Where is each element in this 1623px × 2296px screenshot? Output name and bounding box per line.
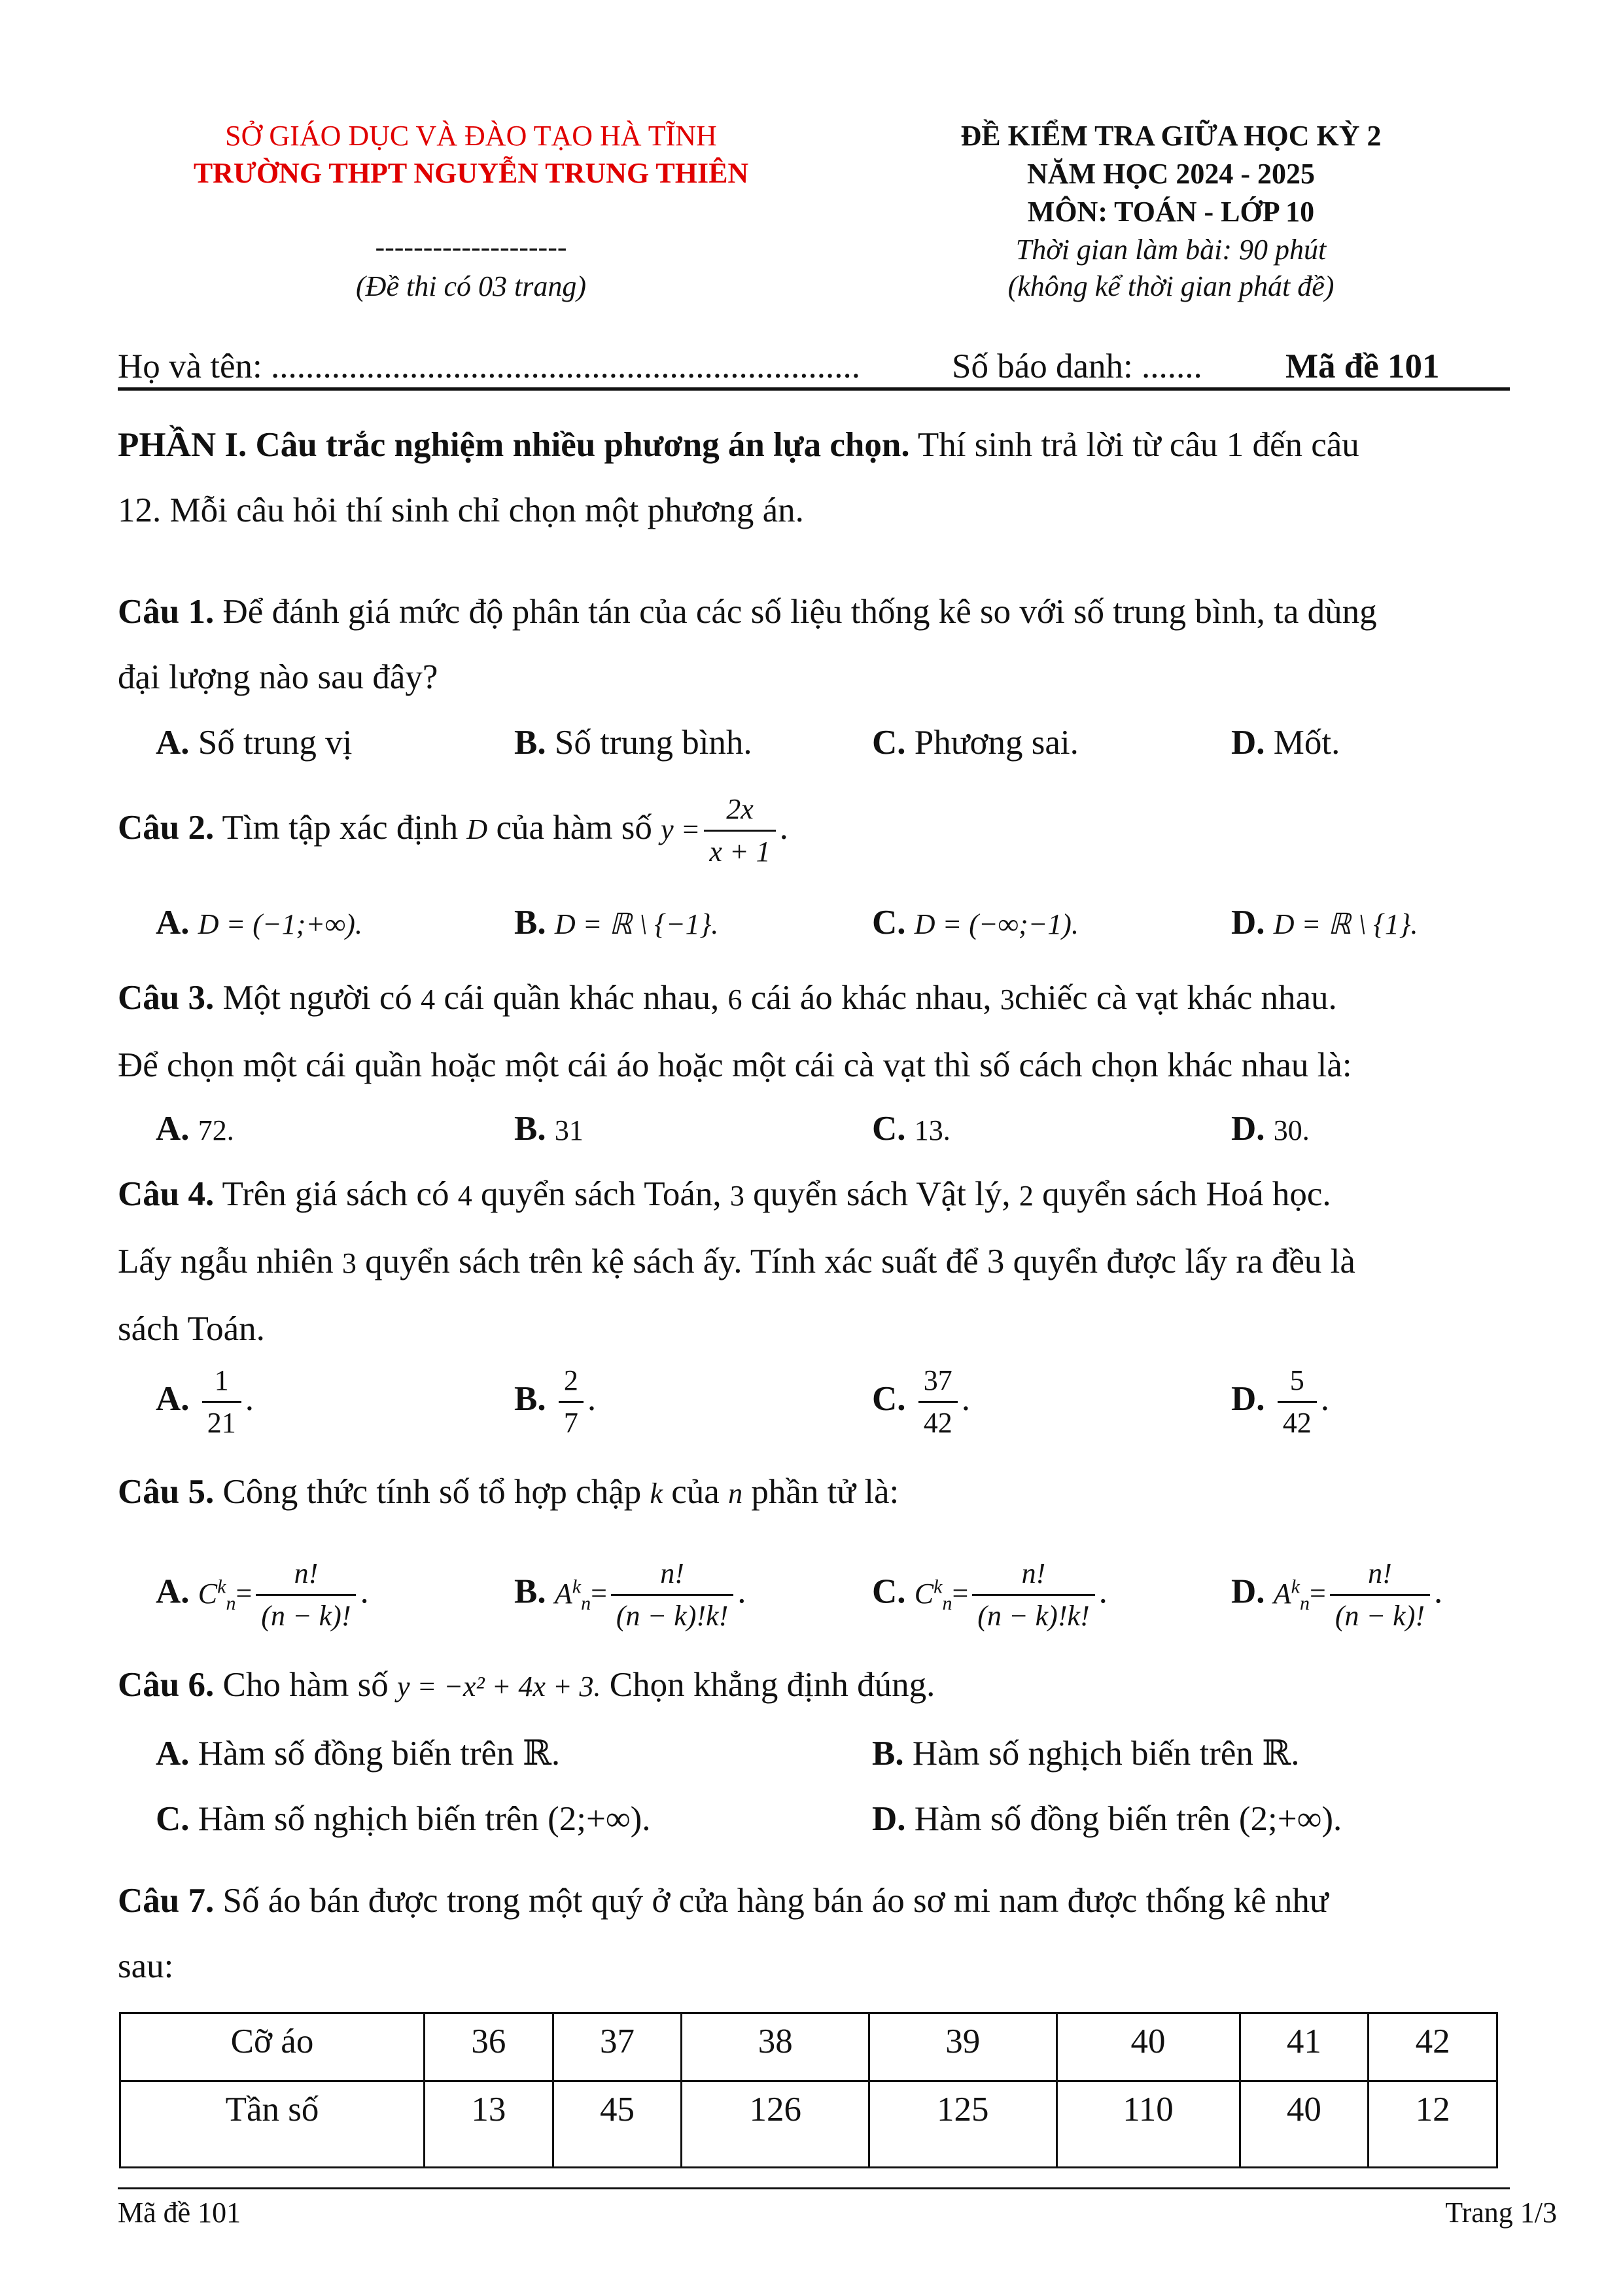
question-text: sau: xyxy=(118,1947,174,1985)
school-name: TRƯỜNG THPT NGUYỄN TRUNG THIÊN xyxy=(193,157,749,189)
q5-option-b[interactable] xyxy=(514,1538,746,1636)
table-cell: 36 xyxy=(425,2013,553,2081)
fraction-denominator: (n − k)! xyxy=(1335,1600,1425,1632)
option-key: B. xyxy=(514,904,546,942)
equals-sign: = xyxy=(591,1577,607,1610)
table-cell: 12 xyxy=(1369,2081,1497,2168)
option-text: Hàm số nghịch biến trên (2;+∞). xyxy=(198,1800,651,1838)
table-cell: 41 xyxy=(1240,2013,1369,2081)
fraction-numerator: 5 xyxy=(1278,1360,1317,1403)
fraction-numerator: n! xyxy=(611,1553,733,1596)
header-dashes: -------------------- xyxy=(375,231,567,263)
symbol-sup: k xyxy=(572,1576,582,1597)
table-cell: 13 xyxy=(425,2081,553,2168)
option-key: D. xyxy=(872,1800,906,1838)
question-3 xyxy=(118,965,1511,1098)
equals-sign: = xyxy=(1310,1577,1326,1610)
name-field-label: Họ và tên: .................................................................... xyxy=(118,347,861,385)
option-text: D = (−1;+∞). xyxy=(198,908,362,940)
q2-option-b[interactable] xyxy=(514,896,718,949)
option-key: D. xyxy=(1231,1110,1265,1148)
q3-option-d[interactable] xyxy=(1231,1103,1310,1155)
option-key: D. xyxy=(1231,1572,1265,1611)
question-label: Câu 7. xyxy=(118,1882,215,1920)
question-6 xyxy=(118,1652,1511,1720)
question-text: Số áo bán được trong một quý ở cửa hàng bán áo sơ mi nam được thống kê như xyxy=(214,1882,1329,1920)
q3-option-a[interactable] xyxy=(156,1103,234,1155)
option-text: 30. xyxy=(1273,1114,1310,1146)
option-key: D. xyxy=(1231,904,1265,942)
exam-code: Mã đề 101 xyxy=(1285,347,1440,385)
q2-option-d[interactable] xyxy=(1231,896,1418,949)
option-key: B. xyxy=(514,1572,546,1611)
subject: MÔN: TOÁN - LỚP 10 xyxy=(1027,196,1315,228)
table-cell: 42 xyxy=(1369,2013,1497,2081)
formula-symbol xyxy=(1273,1576,1310,1614)
q1-option-c[interactable] xyxy=(872,716,1079,769)
table-row xyxy=(120,2081,1497,2168)
num-chem-books: 2 xyxy=(1019,1180,1034,1212)
fraction-denominator: 42 xyxy=(1282,1407,1312,1439)
id-field-label: Số báo danh: ....... xyxy=(952,347,1202,385)
function-lhs: y = xyxy=(661,813,701,845)
table-cell: 39 xyxy=(869,2013,1056,2081)
table-cell: 45 xyxy=(553,2081,682,2168)
question-4 xyxy=(118,1161,1511,1362)
q4-option-b[interactable] xyxy=(514,1353,596,1445)
period: . xyxy=(1434,1572,1443,1611)
option-key: C. xyxy=(872,1380,906,1418)
option-key: A. xyxy=(156,724,190,762)
exam-title: ĐỀ KIỂM TRA GIỮA HỌC KỲ 2 xyxy=(960,120,1382,152)
option-text: 13. xyxy=(914,1114,951,1146)
option-key: C. xyxy=(872,904,906,942)
q4-option-c[interactable] xyxy=(872,1353,970,1445)
option-key: A. xyxy=(156,1735,190,1773)
question-text: quyển sách Hoá học. xyxy=(1042,1175,1331,1213)
option-key: A. xyxy=(156,904,190,942)
question-5 xyxy=(118,1459,1511,1527)
num-math-books: 4 xyxy=(457,1180,472,1212)
var-k: k xyxy=(650,1477,663,1510)
fraction-numerator: 1 xyxy=(202,1360,241,1403)
formula-symbol xyxy=(198,1576,236,1614)
fraction-denominator: 21 xyxy=(207,1407,236,1439)
table-cell: 37 xyxy=(553,2013,682,2081)
symbol-letter: A xyxy=(554,1577,572,1610)
option-key: B. xyxy=(872,1735,904,1773)
fraction-denominator: x + 1 xyxy=(709,836,771,868)
department-name: SỞ GIÁO DỤC VÀ ĐÀO TẠO HÀ TĨNH xyxy=(225,120,717,152)
question-text: quyển sách Vật lý, xyxy=(753,1175,1011,1213)
question-text: của hàm số xyxy=(496,809,652,847)
part1-instruction xyxy=(118,412,1511,543)
symbol-sub: n xyxy=(942,1592,952,1614)
period: . xyxy=(737,1572,746,1611)
question-1 xyxy=(118,579,1511,710)
equals-sign: = xyxy=(952,1577,969,1610)
fraction-numerator: n! xyxy=(256,1553,356,1596)
table-cell: 110 xyxy=(1056,2081,1240,2168)
symbol-sub: n xyxy=(226,1592,236,1614)
option-text: D = (−∞;−1). xyxy=(914,908,1079,940)
table-cell: 40 xyxy=(1240,2081,1369,2168)
option-key: B. xyxy=(514,724,546,762)
option-text: Số trung bình. xyxy=(554,724,752,762)
period: . xyxy=(1320,1380,1330,1418)
question-text: quyển sách trên kệ sách ấy. Tính xác suất để 3 quyển được lấy ra đều là xyxy=(365,1243,1355,1280)
num-physics-books: 3 xyxy=(729,1180,744,1212)
q5-option-a[interactable] xyxy=(156,1538,369,1636)
option-text: Phương sai. xyxy=(914,724,1079,762)
question-text: Trên giá sách có xyxy=(214,1175,449,1213)
option-key: A. xyxy=(156,1110,190,1148)
fraction-denominator: (n − k)! xyxy=(261,1600,351,1632)
q5-option-c[interactable] xyxy=(872,1538,1108,1636)
question-text: đại lượng nào sau đây? xyxy=(118,658,438,696)
equals-sign: = xyxy=(236,1577,253,1610)
question-text: Lấy ngẫu nhiên xyxy=(118,1243,334,1280)
question-label: Câu 1. xyxy=(118,593,215,631)
table-cell: 38 xyxy=(682,2013,869,2081)
symbol-letter: A xyxy=(1273,1577,1291,1610)
q6-option-b[interactable] xyxy=(872,1727,1299,1780)
question-text: Công thức tính số tổ hợp chập xyxy=(214,1473,642,1511)
num-shirts: 6 xyxy=(727,983,742,1016)
fraction-denominator: (n − k)!k! xyxy=(616,1600,729,1632)
part1-instruction-2: 12. Mỗi câu hỏi thí sinh chỉ chọn một phương án. xyxy=(118,491,804,529)
exam-time: Thời gian làm bài: 90 phút xyxy=(1015,234,1327,266)
part1-instruction-1: Thí sinh trả lời từ câu 1 đến câu xyxy=(909,426,1359,464)
frequency-table xyxy=(119,2012,1498,2168)
q1-option-a[interactable] xyxy=(156,716,352,769)
option-text: D = ℝ \ {1}. xyxy=(1273,908,1418,940)
question-text: Tìm tập xác định xyxy=(214,809,459,847)
fraction-denominator: 42 xyxy=(923,1407,952,1439)
option-fraction xyxy=(1278,1360,1317,1443)
option-key: C. xyxy=(872,1110,906,1148)
option-text: Mốt. xyxy=(1273,724,1340,762)
symbol-sup: k xyxy=(934,1576,943,1597)
period: . xyxy=(1098,1572,1108,1611)
fraction-numerator: n! xyxy=(1330,1553,1430,1596)
table-row xyxy=(120,2013,1497,2081)
question-7 xyxy=(118,1868,1511,1999)
q3-option-b[interactable] xyxy=(514,1103,584,1155)
table-cell: 125 xyxy=(869,2081,1056,2168)
option-fraction xyxy=(972,1553,1094,1636)
question-label: Câu 6. xyxy=(118,1666,215,1704)
q2-option-c[interactable] xyxy=(872,896,1079,949)
option-fraction xyxy=(559,1360,584,1443)
fraction-numerator: 2x xyxy=(704,789,775,832)
fraction-numerator: 37 xyxy=(918,1360,958,1403)
num-pants: 4 xyxy=(421,983,436,1016)
footer-page-number: Trang 1/3 xyxy=(1445,2197,1557,2229)
period: . xyxy=(779,809,788,847)
symbol-sub: n xyxy=(1300,1592,1310,1614)
option-text: 31 xyxy=(554,1114,584,1146)
period: . xyxy=(360,1572,369,1611)
formula-symbol xyxy=(554,1576,591,1614)
option-key: B. xyxy=(514,1380,546,1418)
symbol-letter: C xyxy=(914,1577,934,1610)
option-fraction xyxy=(918,1360,958,1443)
period: . xyxy=(587,1380,597,1418)
header-divider xyxy=(118,387,1510,391)
option-text: Số trung vị xyxy=(198,724,353,762)
q2-option-a[interactable] xyxy=(156,896,362,949)
q6-option-c[interactable] xyxy=(156,1793,651,1845)
school-year: NĂM HỌC 2024 - 2025 xyxy=(1027,158,1315,190)
option-key: A. xyxy=(156,1572,190,1611)
option-fraction xyxy=(202,1360,241,1443)
fraction-denominator: (n − k)!k! xyxy=(977,1600,1090,1632)
symbol-sup: k xyxy=(1291,1576,1300,1597)
num-ties: 3 xyxy=(1000,983,1015,1016)
question-text: cái áo khác nhau, xyxy=(750,979,992,1017)
table-cell: 126 xyxy=(682,2081,869,2168)
option-text: Hàm số nghịch biến trên ℝ. xyxy=(912,1735,1300,1773)
option-text: Hàm số đồng biến trên ℝ. xyxy=(198,1735,561,1773)
symbol-letter: C xyxy=(198,1577,218,1610)
q4-option-a[interactable] xyxy=(156,1353,254,1445)
fraction-numerator: n! xyxy=(972,1553,1094,1596)
option-key: D. xyxy=(1231,724,1265,762)
question-text: cái quần khác nhau, xyxy=(444,979,720,1017)
num-picked: 3 xyxy=(341,1247,357,1279)
var-n: n xyxy=(728,1477,743,1510)
question-label: Câu 5. xyxy=(118,1473,215,1511)
option-key: B. xyxy=(514,1110,546,1148)
function-formula: y = −x² + 4x + 3. xyxy=(397,1670,601,1703)
q5-option-d[interactable] xyxy=(1231,1538,1442,1636)
footer-exam-code: Mã đề 101 xyxy=(118,2197,241,2229)
question-label: Câu 2. xyxy=(118,809,215,847)
q1-option-d[interactable] xyxy=(1231,716,1340,769)
table-cell: 40 xyxy=(1056,2013,1240,2081)
pages-note: (Đề thi có 03 trang) xyxy=(356,270,586,302)
option-text: D = ℝ \ {−1}. xyxy=(554,908,719,940)
option-key: A. xyxy=(156,1380,190,1418)
q4-option-d[interactable] xyxy=(1231,1353,1329,1445)
symbol-sup: k xyxy=(217,1576,226,1597)
q1-option-b[interactable] xyxy=(514,716,752,769)
question-text: Chọn khẳng định đúng. xyxy=(609,1666,935,1704)
q6-option-d[interactable] xyxy=(872,1793,1342,1845)
question-text: Cho hàm số xyxy=(214,1666,389,1704)
question-text: Một người có xyxy=(214,979,412,1017)
fraction-numerator: 2 xyxy=(559,1360,584,1403)
q3-option-c[interactable] xyxy=(872,1103,951,1155)
formula-symbol xyxy=(914,1576,952,1614)
option-key: C. xyxy=(872,724,906,762)
question-text: phần tử là: xyxy=(751,1473,899,1511)
part1-title: PHẦN I. Câu trắc nghiệm nhiều phương án lựa chọn. xyxy=(118,426,910,464)
option-key: C. xyxy=(156,1800,190,1838)
q6-option-a[interactable] xyxy=(156,1727,560,1780)
option-key: D. xyxy=(1231,1380,1265,1418)
question-text: sách Toán. xyxy=(118,1310,265,1348)
question-text: chiếc cà vạt khác nhau. xyxy=(1014,979,1337,1017)
option-text: 72. xyxy=(198,1114,234,1146)
option-fraction xyxy=(1330,1553,1430,1636)
option-key: C. xyxy=(872,1572,906,1611)
question-label: Câu 4. xyxy=(118,1175,215,1213)
var-d: D xyxy=(466,813,488,845)
exam-time-note: (không kể thời gian phát đề) xyxy=(1007,270,1335,302)
period: . xyxy=(245,1380,254,1418)
symbol-sub: n xyxy=(581,1592,591,1614)
table-header-cell: Cỡ áo xyxy=(120,2013,425,2081)
table-header-cell: Tần số xyxy=(120,2081,425,2168)
question-text: của xyxy=(671,1473,720,1511)
question-text: Để chọn một cái quần hoặc một cái áo hoặc một cái cà vạt thì số cách chọn khác nhau là: xyxy=(118,1046,1352,1084)
question-2 xyxy=(118,782,788,874)
option-fraction xyxy=(611,1553,733,1636)
period: . xyxy=(961,1380,971,1418)
fraction-denominator: 7 xyxy=(563,1407,578,1439)
question-text: Để đánh giá mức độ phân tán của các số liệu thống kê so với số trung bình, ta dùng xyxy=(214,593,1377,631)
function-fraction xyxy=(704,789,775,872)
footer-divider xyxy=(118,2187,1510,2189)
question-text: quyển sách Toán, xyxy=(480,1175,722,1213)
question-label: Câu 3. xyxy=(118,979,215,1017)
option-text: Hàm số đồng biến trên (2;+∞). xyxy=(914,1800,1342,1838)
option-fraction xyxy=(256,1553,356,1636)
